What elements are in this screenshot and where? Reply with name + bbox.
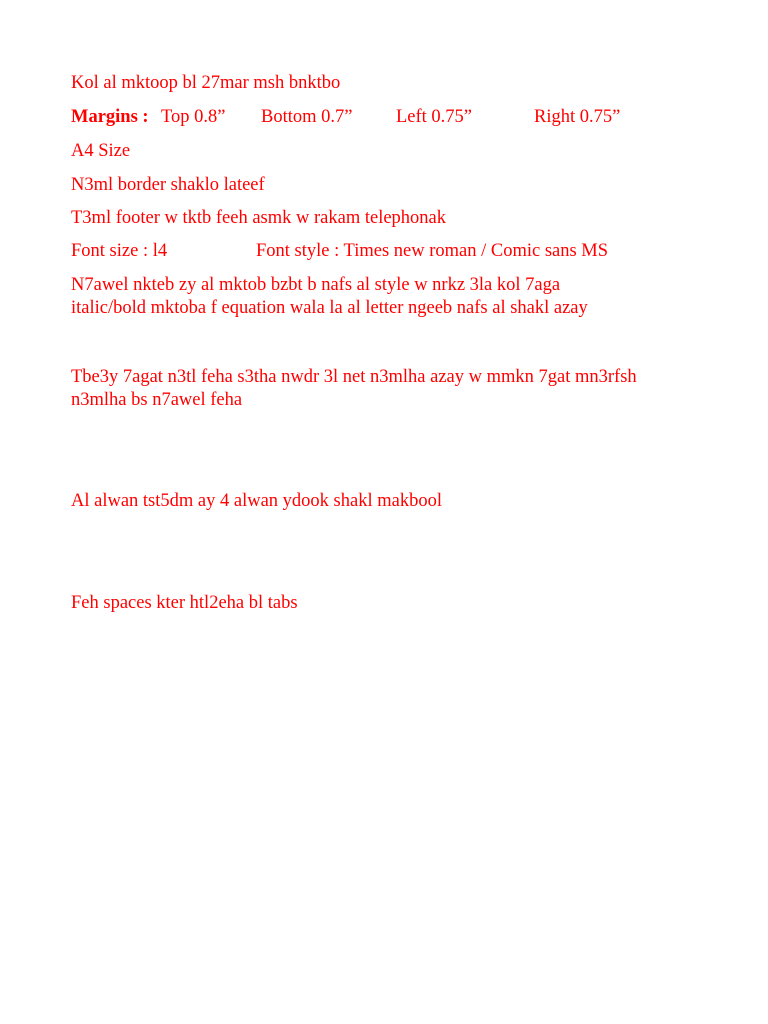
colors-line: Al alwan tst5dm ay 4 alwan ydook shakl makbool	[71, 491, 442, 511]
margin-right: Right 0.75”	[534, 107, 621, 127]
margin-left: Left 0.75”	[396, 107, 473, 127]
margin-bottom: Bottom 0.7”	[261, 107, 353, 127]
margins-line	[71, 106, 671, 128]
font-size-text: Font size : l4	[71, 241, 168, 261]
spaces-line: Feh spaces kter htl2eha bl tabs	[71, 593, 298, 613]
copy-style-line-2: italic/bold mktoba f equation wala la al letter ngeeb nafs al shakl azay	[71, 298, 588, 318]
line-not-writing: Kol al mktoop bl 27mar msh bnktbo	[71, 73, 341, 93]
copy-style-line-1: N7awel nkteb zy al mktob bzbt b nafs al style w nrkz 3la kol 7aga	[71, 275, 561, 295]
things-line-2: n3mlha bs n7awel feha	[71, 390, 243, 410]
font-line	[71, 240, 691, 262]
footer-line: T3ml footer w tktb feeh asmk w rakam telephonak	[71, 208, 447, 228]
page-size-line: A4 Size	[71, 141, 131, 161]
things-line-1: Tbe3y 7agat n3tl feha s3tha nwdr 3l net n3mlha azay w mmkn 7gat mn3rfsh	[71, 367, 637, 387]
margins-label: Margins :	[71, 107, 149, 127]
border-line: N3ml border shaklo lateef	[71, 175, 265, 195]
margin-top: Top 0.8”	[161, 107, 226, 127]
font-style-text: Font style : Times new roman / Comic sans MS	[256, 241, 609, 261]
